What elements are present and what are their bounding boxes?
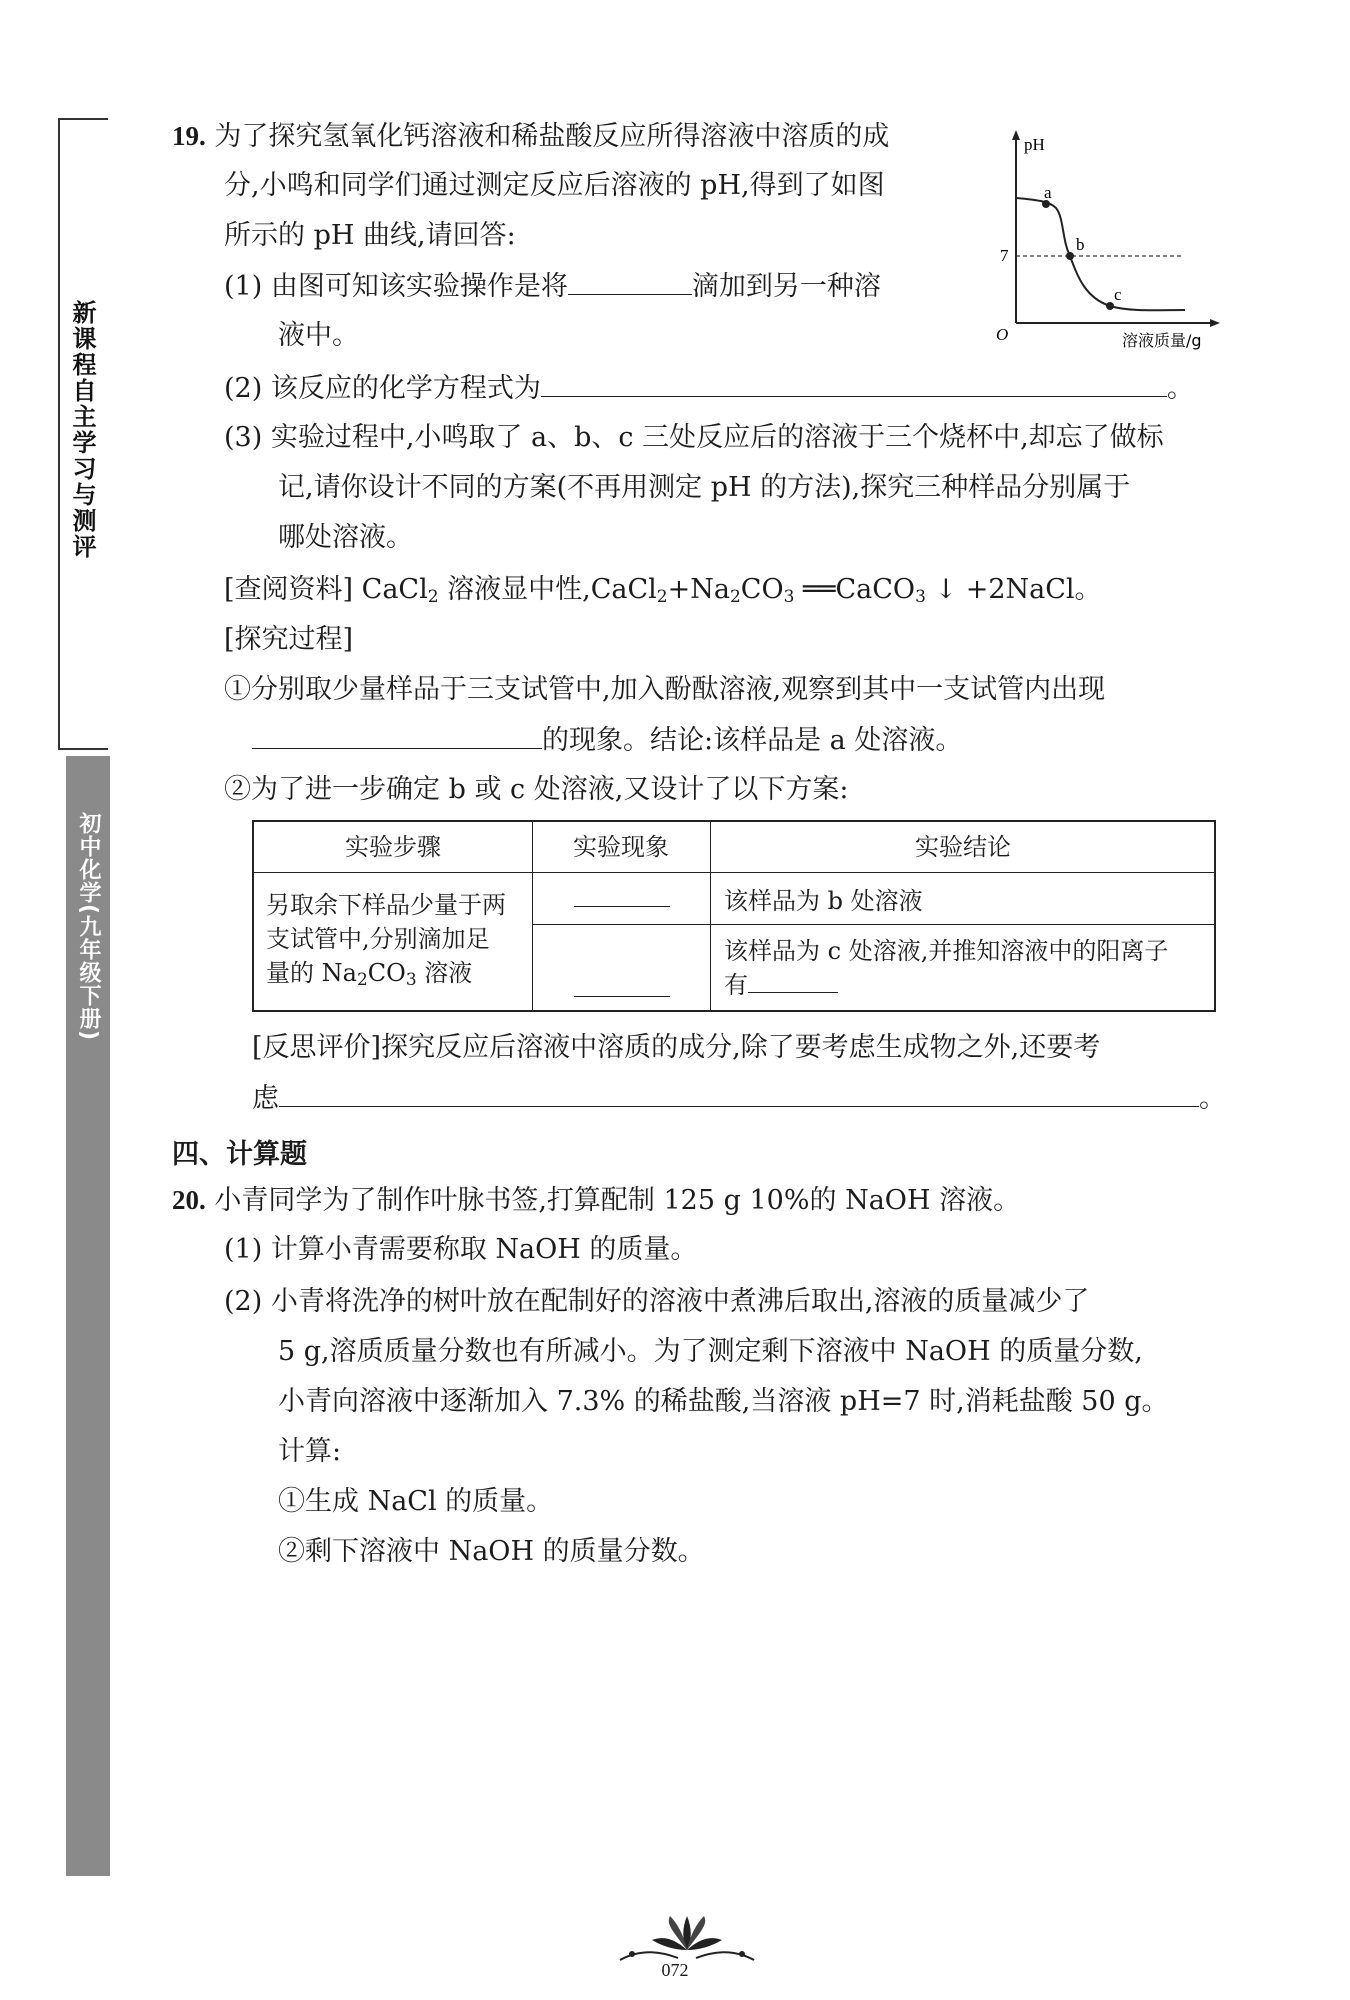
answer-blank[interactable]	[252, 722, 542, 749]
table-header: 实验步骤	[345, 833, 441, 861]
ref-text: ↓ +2NaCl。	[925, 574, 1102, 605]
q20-part2-4: 计算:	[278, 1436, 342, 1467]
q19-reference	[224, 572, 1102, 615]
table-header: 实验结论	[915, 833, 1011, 861]
q19-reflect-1	[252, 1030, 1100, 1066]
q20-part2-2: 5 g,溶质质量分数也有所减小。为了测定剩下溶液中 NaOH 的质量分数,	[278, 1336, 1143, 1367]
q19-process-label: [探究过程]	[224, 624, 354, 655]
answer-blank[interactable]	[574, 970, 670, 997]
table-conclusion-c1: 该样品为 c 处溶液,并推知溶液中的阳离子	[724, 937, 1169, 965]
ref-sub: 2	[729, 587, 741, 607]
table-divider	[532, 924, 1214, 925]
table-step-3	[266, 956, 472, 997]
page-number: 072	[661, 1960, 689, 1980]
q20-part2-1: (2) 小青将洗净的树叶放在配制好的溶液中煮沸后取出,溶液的质量减少了	[224, 1286, 1090, 1317]
point-c	[1106, 302, 1114, 310]
period: 。	[1166, 373, 1194, 404]
q19-part3-3: 哪处溶液。	[278, 522, 413, 553]
y-axis-arrow	[1012, 130, 1020, 140]
q20-sub1: ①生成 NaCl 的质量。	[278, 1486, 554, 1517]
table-step-2: 支试管中,分别滴加足	[266, 925, 490, 953]
q19-step1-b: 的现象。结论:该样品是 a 处溶液。	[542, 725, 963, 756]
q19-part3-2: 记,请你设计不同的方案(不再用测定 pH 的方法),探究三种样品分别属于	[278, 472, 1131, 503]
q20-part1: (1) 计算小青需要称取 NaOH 的质量。	[224, 1234, 698, 1265]
step-sub: 3	[405, 970, 417, 990]
q19-part1-a: (1) 由图可知该实验操作是将	[224, 271, 568, 302]
q19-intro-2: 分,小鸣和同学们通过测定反应后溶液的 pH,得到了如图	[224, 170, 885, 201]
table-conclusion-b: 该样品为 b 处溶液	[724, 887, 923, 915]
book-title: 初中化学(九年级下册)	[76, 812, 101, 1042]
q19-intro-3: 所示的 pH 曲线,请回答:	[224, 220, 516, 251]
q20-part2-3: 小青向溶液中逐渐加入 7.3% 的稀盐酸,当溶液 pH=7 时,消耗盐酸 50 g。	[278, 1386, 1169, 1417]
q20-sub2: ②剩下溶液中 NaOH 的质量分数。	[278, 1536, 705, 1567]
q19-part2-text: (2) 该反应的化学方程式为	[224, 373, 541, 404]
ph-curve	[1016, 198, 1185, 310]
ph7-tick-label: 7	[1000, 246, 1009, 265]
ref-sub: 2	[427, 587, 439, 607]
step-text: 溶液	[416, 959, 473, 987]
q19-reflect-2	[252, 1080, 1226, 1117]
answer-blank[interactable]	[541, 370, 1167, 397]
section-title: 四、计算题	[172, 1139, 307, 1170]
step-text: 量的 Na	[266, 959, 357, 987]
q19-step2: ②为了进一步确定 b 或 c 处溶液,又设计了以下方案:	[224, 774, 849, 805]
y-axis-label: pH	[1024, 135, 1045, 154]
answer-blank[interactable]	[568, 268, 692, 295]
label-a: a	[1044, 183, 1052, 202]
q19-step1-a: ①分别取少量样品于三支试管中,加入酚酞溶液,观察到其中一支试管内出现	[224, 674, 1106, 705]
series-title: 新课程自主学习与测评	[68, 300, 96, 560]
step-text: CO	[367, 959, 406, 987]
q20-intro: 小青同学为了制作叶脉书签,打算配制 125 g 10%的 NaOH 溶液。	[214, 1185, 1021, 1216]
label-b: b	[1076, 235, 1085, 254]
table-conclusion-c2	[724, 968, 838, 1002]
ref-text: 溶液显中性,CaCl	[438, 574, 657, 605]
q20-line-1	[172, 1182, 1020, 1219]
step-sub: 2	[356, 970, 368, 990]
q20-number: 20.	[172, 1185, 206, 1215]
q19-intro-1: 为了探究氢氧化钙溶液和稀盐酸反应所得溶液中溶质的成	[214, 121, 890, 152]
q19-part1-c: 液中。	[278, 320, 359, 351]
q19-step1-line	[252, 722, 962, 759]
ph-curve-graph	[990, 128, 1222, 350]
answer-blank[interactable]	[279, 1080, 1199, 1107]
answer-blank[interactable]	[748, 968, 838, 993]
q19-part2	[224, 370, 1194, 407]
reference-label: [查阅资料]	[224, 574, 354, 605]
ref-text: CaCl	[361, 574, 428, 605]
period: 。	[1199, 1083, 1226, 1114]
origin-label: O	[996, 325, 1009, 344]
reflect-text: 虑	[252, 1083, 279, 1114]
reflect-text: 探究反应后溶液中溶质的成分,除了要考虑生成物之外,还要考	[381, 1032, 1101, 1063]
reflect-label: [反思评价]	[252, 1032, 382, 1063]
conclusion-text: 有	[724, 971, 748, 999]
ref-sub: 2	[656, 587, 668, 607]
experiment-table	[252, 820, 1216, 1012]
q19-part3-1: (3) 实验过程中,小鸣取了 a、b、c 三处反应后的溶液于三个烧杯中,却忘了做标	[224, 422, 1164, 453]
ref-sub: 3	[783, 587, 795, 607]
ref-text: CO	[740, 574, 784, 605]
table-divider	[254, 872, 1214, 873]
ref-sub: 3	[915, 587, 926, 607]
x-axis-arrow	[1210, 319, 1220, 327]
ref-text: +Na	[667, 574, 730, 605]
x-axis-label: 溶液质量/g	[1122, 331, 1202, 350]
q19-part1	[224, 268, 881, 305]
answer-blank[interactable]	[574, 880, 670, 907]
q19-number: 19.	[172, 121, 206, 151]
point-b	[1066, 252, 1074, 260]
q19-line-1	[172, 118, 889, 155]
table-step-1: 另取余下样品少量于两	[266, 891, 506, 919]
ref-text: ══CaCO	[794, 574, 916, 605]
table-header: 实验现象	[573, 833, 669, 861]
label-c: c	[1114, 285, 1122, 304]
q19-part1-b: 滴加到另一种溶	[691, 271, 881, 302]
